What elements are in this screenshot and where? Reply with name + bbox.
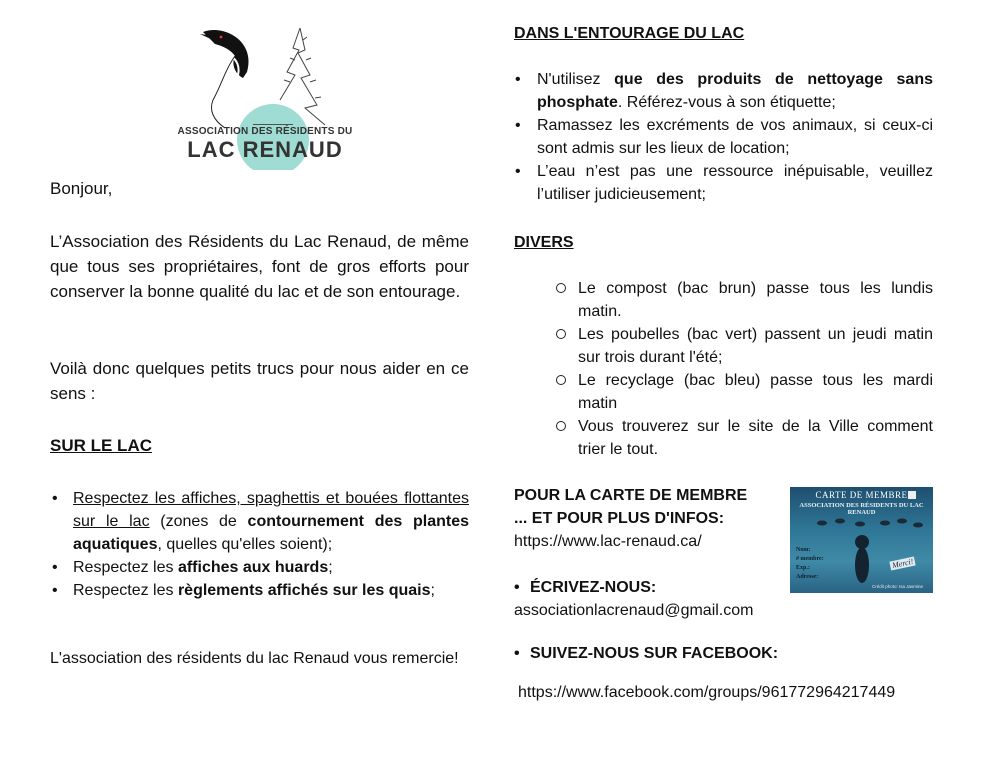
surroundings-item-1-part2: que des produits de nettoyage sans phosphate bbox=[537, 71, 933, 111]
loon-bird-icon bbox=[200, 30, 249, 128]
circle-bullet-icon bbox=[556, 329, 566, 339]
surroundings-item-2: Ramassez les excréments de vos animaux, si ceux-ci sont admis sur les lieux de location; bbox=[537, 117, 933, 157]
website-link[interactable]: https://www.lac-renaud.ca/ bbox=[514, 533, 702, 550]
lake-item-3-part2: règlements affichés sur les quais bbox=[177, 582, 431, 599]
tips-intro: Voilà donc quelques petits trucs pour nous aider en ce sens : bbox=[50, 359, 469, 403]
circle-bullet-icon bbox=[556, 375, 566, 385]
bullet-icon: • bbox=[52, 582, 58, 599]
bullet-icon: • bbox=[514, 645, 520, 662]
lake-item-2-part1: Respectez les bbox=[73, 559, 178, 576]
lake-heading: SUR LE LAC bbox=[50, 436, 152, 455]
surroundings-item-1-part3: . Référez-vous à son étiquette; bbox=[617, 94, 836, 111]
bullet-icon: • bbox=[515, 71, 521, 88]
bullet-icon: • bbox=[515, 117, 521, 134]
lake-item-1-part2: (zones de bbox=[149, 513, 248, 530]
misc-item-3: Le recyclage (bac bleu) passe tous les mardi matin bbox=[578, 372, 933, 412]
card-credit: Crédit photo: Isa Jasmine bbox=[872, 584, 924, 589]
lake-item-3 bbox=[73, 579, 473, 602]
lake-item-1 bbox=[73, 487, 469, 556]
lake-item-1-part1: Respectez les affiches, spaghettis et bouées flottantes sur le lac bbox=[73, 490, 469, 530]
bullet-icon: • bbox=[515, 163, 521, 180]
lake-item-1-part3: contournement des plantes aquatiques bbox=[73, 513, 470, 553]
member-card-image bbox=[790, 487, 933, 593]
lake-item-2 bbox=[73, 556, 469, 579]
lake-item-2-part3: ; bbox=[328, 559, 333, 576]
card-merci: Merci! bbox=[891, 556, 915, 571]
card-field-address: Adresse: bbox=[796, 574, 819, 580]
surroundings-item-3: L’eau n’est pas une ressource inépuisable, veuillez l’utiliser judicieusement; bbox=[537, 163, 933, 203]
circle-bullet-icon bbox=[556, 283, 566, 293]
bullet-icon: • bbox=[514, 579, 520, 596]
lake-item-1-part4: , quelles qu'elles soient); bbox=[157, 536, 333, 553]
misc-item-1: Le compost (bac brun) passe tous les lundis matin. bbox=[578, 280, 933, 320]
lake-item-3-part1: Respectez les bbox=[73, 582, 178, 599]
bullet-icon: • bbox=[52, 559, 58, 576]
card-field-number: # membre: bbox=[796, 556, 824, 562]
member-line2: ... ET POUR PLUS D'INFOS: bbox=[514, 510, 725, 527]
misc-heading: DIVERS bbox=[514, 234, 574, 251]
surroundings-heading: DANS L'ENTOURAGE DU LAC bbox=[514, 25, 745, 42]
facebook-label: SUIVEZ-NOUS SUR FACEBOOK: bbox=[530, 645, 779, 662]
card-field-exp: Exp.: bbox=[796, 565, 810, 571]
card-title: CARTE DE MEMBRE bbox=[815, 490, 908, 500]
logo-line1: ASSOCIATION DES RÉSIDENTS DU bbox=[177, 126, 353, 137]
write-label: ÉCRIVEZ-NOUS: bbox=[530, 579, 657, 596]
intro-paragraph: L’Association des Résidents du Lac Renaud, de même que tous ses propriétaires, font de gros efforts pour conserver la bonne qualité du lac et de son entourage. bbox=[50, 232, 469, 301]
logo-rule bbox=[253, 124, 293, 125]
lake-item-2-part2: affiches aux huards bbox=[177, 559, 329, 576]
misc-item-2: Les poubelles (bac vert) passent un jeudi matin sur trois durant l'été; bbox=[578, 326, 933, 366]
email-link[interactable]: associationlacrenaud@gmail.com bbox=[514, 602, 754, 619]
facebook-link[interactable]: https://www.facebook.com/groups/961772964217449 bbox=[518, 684, 896, 701]
lake-item-3-part3: ; bbox=[430, 582, 435, 599]
member-line1: POUR LA CARTE DE MEMBRE bbox=[514, 487, 748, 504]
bullet-icon: • bbox=[52, 490, 58, 507]
misc-item-4: Vous trouverez sur le site de la Ville comment trier le tout. bbox=[578, 418, 933, 458]
card-subtitle: ASSOCIATION DES RÉSIDENTS DU LAC RENAUD bbox=[799, 502, 924, 516]
circle-bullet-icon bbox=[556, 421, 566, 431]
surroundings-item-1-part1: N'utilisez bbox=[537, 71, 615, 88]
logo-line2: LAC RENAUD bbox=[187, 137, 343, 162]
thanks-text: L'association des résidents du lac Renaud vous remercie! bbox=[50, 650, 459, 667]
card-field-name: Nom: bbox=[796, 547, 811, 553]
surroundings-item-1 bbox=[537, 68, 933, 114]
greeting: Bonjour, bbox=[50, 179, 113, 198]
